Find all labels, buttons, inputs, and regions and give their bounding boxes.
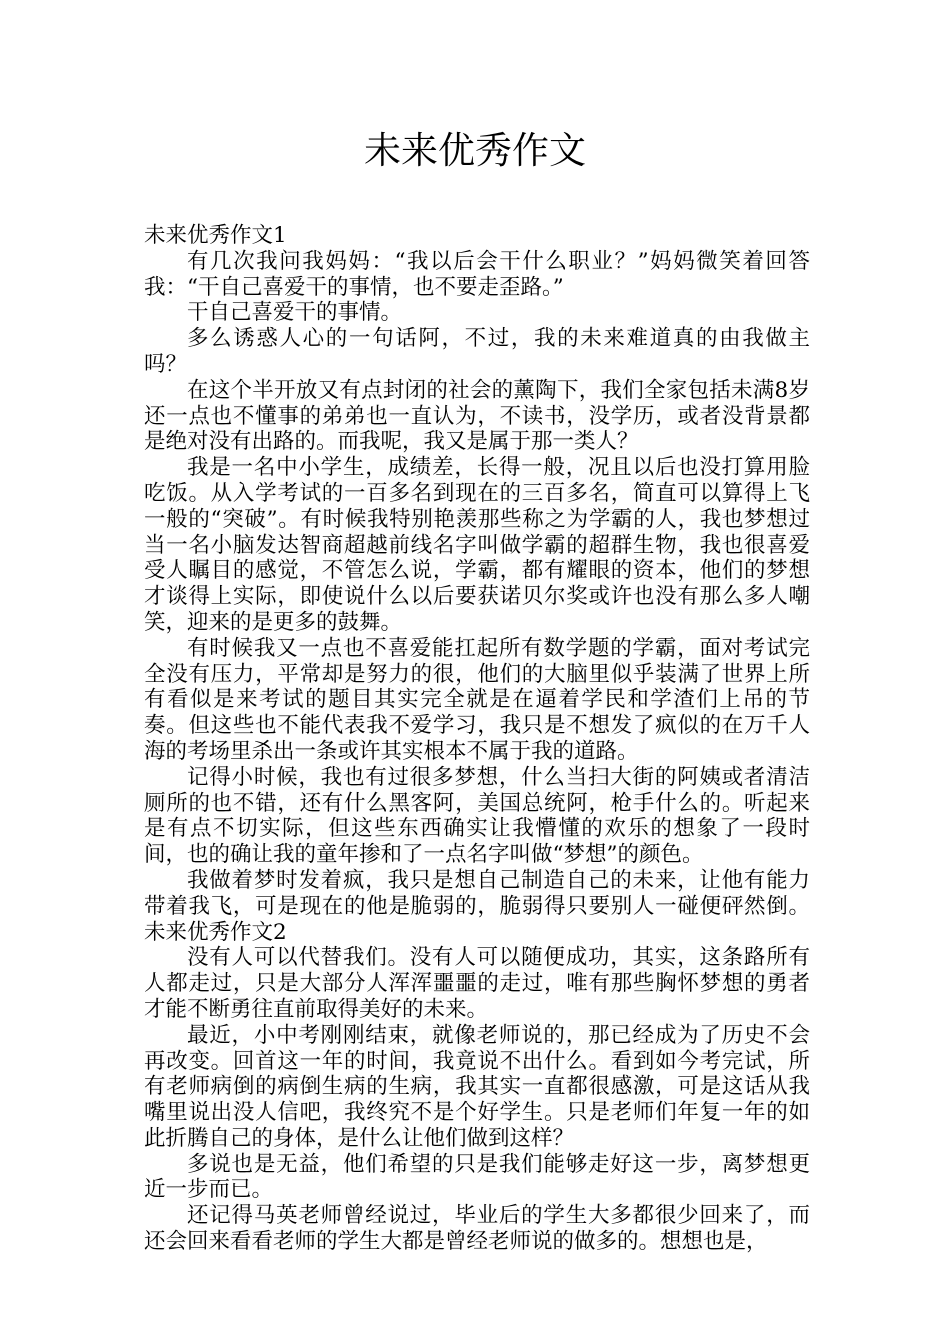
paragraph-with-section-heading [144, 868, 810, 945]
section-heading-2: 未来优秀作文2 [144, 919, 287, 945]
paragraph: 在这个半开放又有点封闭的社会的薰陶下，我们全家包括未满8岁还一点也不懂事的弟弟也一直认为，不读书，没学历，或者没背景都是绝对没有出路的。而我呢，我又是属于那一类人？ [144, 377, 810, 455]
paragraph: 没有人可以代替我们。没有人可以随便成功，其实，这条路所有人都走过，只是大部分人浑浑噩噩的走过，唯有那些胸怀梦想的勇者才能不断勇往直前取得美好的未来。 [144, 945, 810, 1022]
section-heading-1: 未来优秀作文1 [144, 223, 287, 248]
paragraph: 记得小时候，我也有过很多梦想，什么当扫大街的阿姨或者清洁厕所的也不错，还有什么黑客阿，美国总统阿，枪手什么的。听起来是有点不切实际，但这些东西确实让我懵懂的欢乐的想象了一段时间，也的确让我的童年掺和了一点名字叫做“梦想”的颜色。 [144, 764, 810, 868]
paragraph: 多说也是无益，他们希望的只是我们能够走好这一步，离梦想更近一步而已。 [144, 1151, 810, 1203]
document-title: 未来优秀作文 [364, 129, 586, 172]
paragraph: 最近，小中考刚刚结束，就像老师说的，那已经成为了历史不会再改变。回首这一年的时间，我竟说不出什么。看到如今考完试，所有老师病倒的病倒生病的生病，我其实一直都很感激，可是这话从我嘴里说出没人信吧，我终究不是个好学生。只是老师们年复一年的如此折腾自己的身体，是什么让他们做到这样？ [144, 1022, 810, 1151]
paragraph: 我是一名中小学生，成绩差，长得一般，况且以后也没打算用脸吃饭。从入学考试的一百多名到现在的三百多名，简直可以算得上飞一般的“突破”。有时候我特别艳羡那些称之为学霸的人，我也梦想过当一名小脑发达智商超越前线名字叫做学霸的超群生物，我也很喜爱受人瞩目的感觉，不管怎么说，学霸，都有耀眼的资本，他们的梦想才谈得上实际，即使说什么以后要获诺贝尔奖或许也没有那么多人嘲笑，迎来的是更多的鼓舞。 [144, 455, 810, 635]
paragraph: 还记得马英老师曾经说过，毕业后的学生大多都很少回来了，而还会回来看看老师的学生大都是曾经老师说的做多的。想想也是， [144, 1203, 810, 1255]
paragraph: 多么诱惑人心的一句话阿，不过，我的未来难道真的由我做主吗？ [144, 326, 810, 377]
paragraph: 有时候我又一点也不喜爱能扛起所有数学题的学霸，面对考试完全没有压力，平常却是努力的很，他们的大脑里似乎装满了世界上所有看似是来考试的题目其实完全就是在逼着学民和学渣们上吊的节奏。但这些也不能代表我不爱学习，我只是不想发了疯似的在万千人海的考场里杀出一条或许其实根本不属于我的道路。 [144, 635, 810, 764]
paragraph: 有几次我问我妈妈：“我以后会干什么职业？”妈妈微笑着回答我：“干自己喜爱干的事情，也不要走歪路。” [144, 248, 810, 300]
paragraph: 干自己喜爱干的事情。 [187, 300, 403, 326]
paragraph-text: 我做着梦时发着疯，我只是想自己制造自己的未来，让他有能力带着我飞，可是现在的他是脆弱的，脆弱得只要别人一碰便砰然倒。 [144, 867, 810, 919]
document-body [144, 223, 810, 1255]
